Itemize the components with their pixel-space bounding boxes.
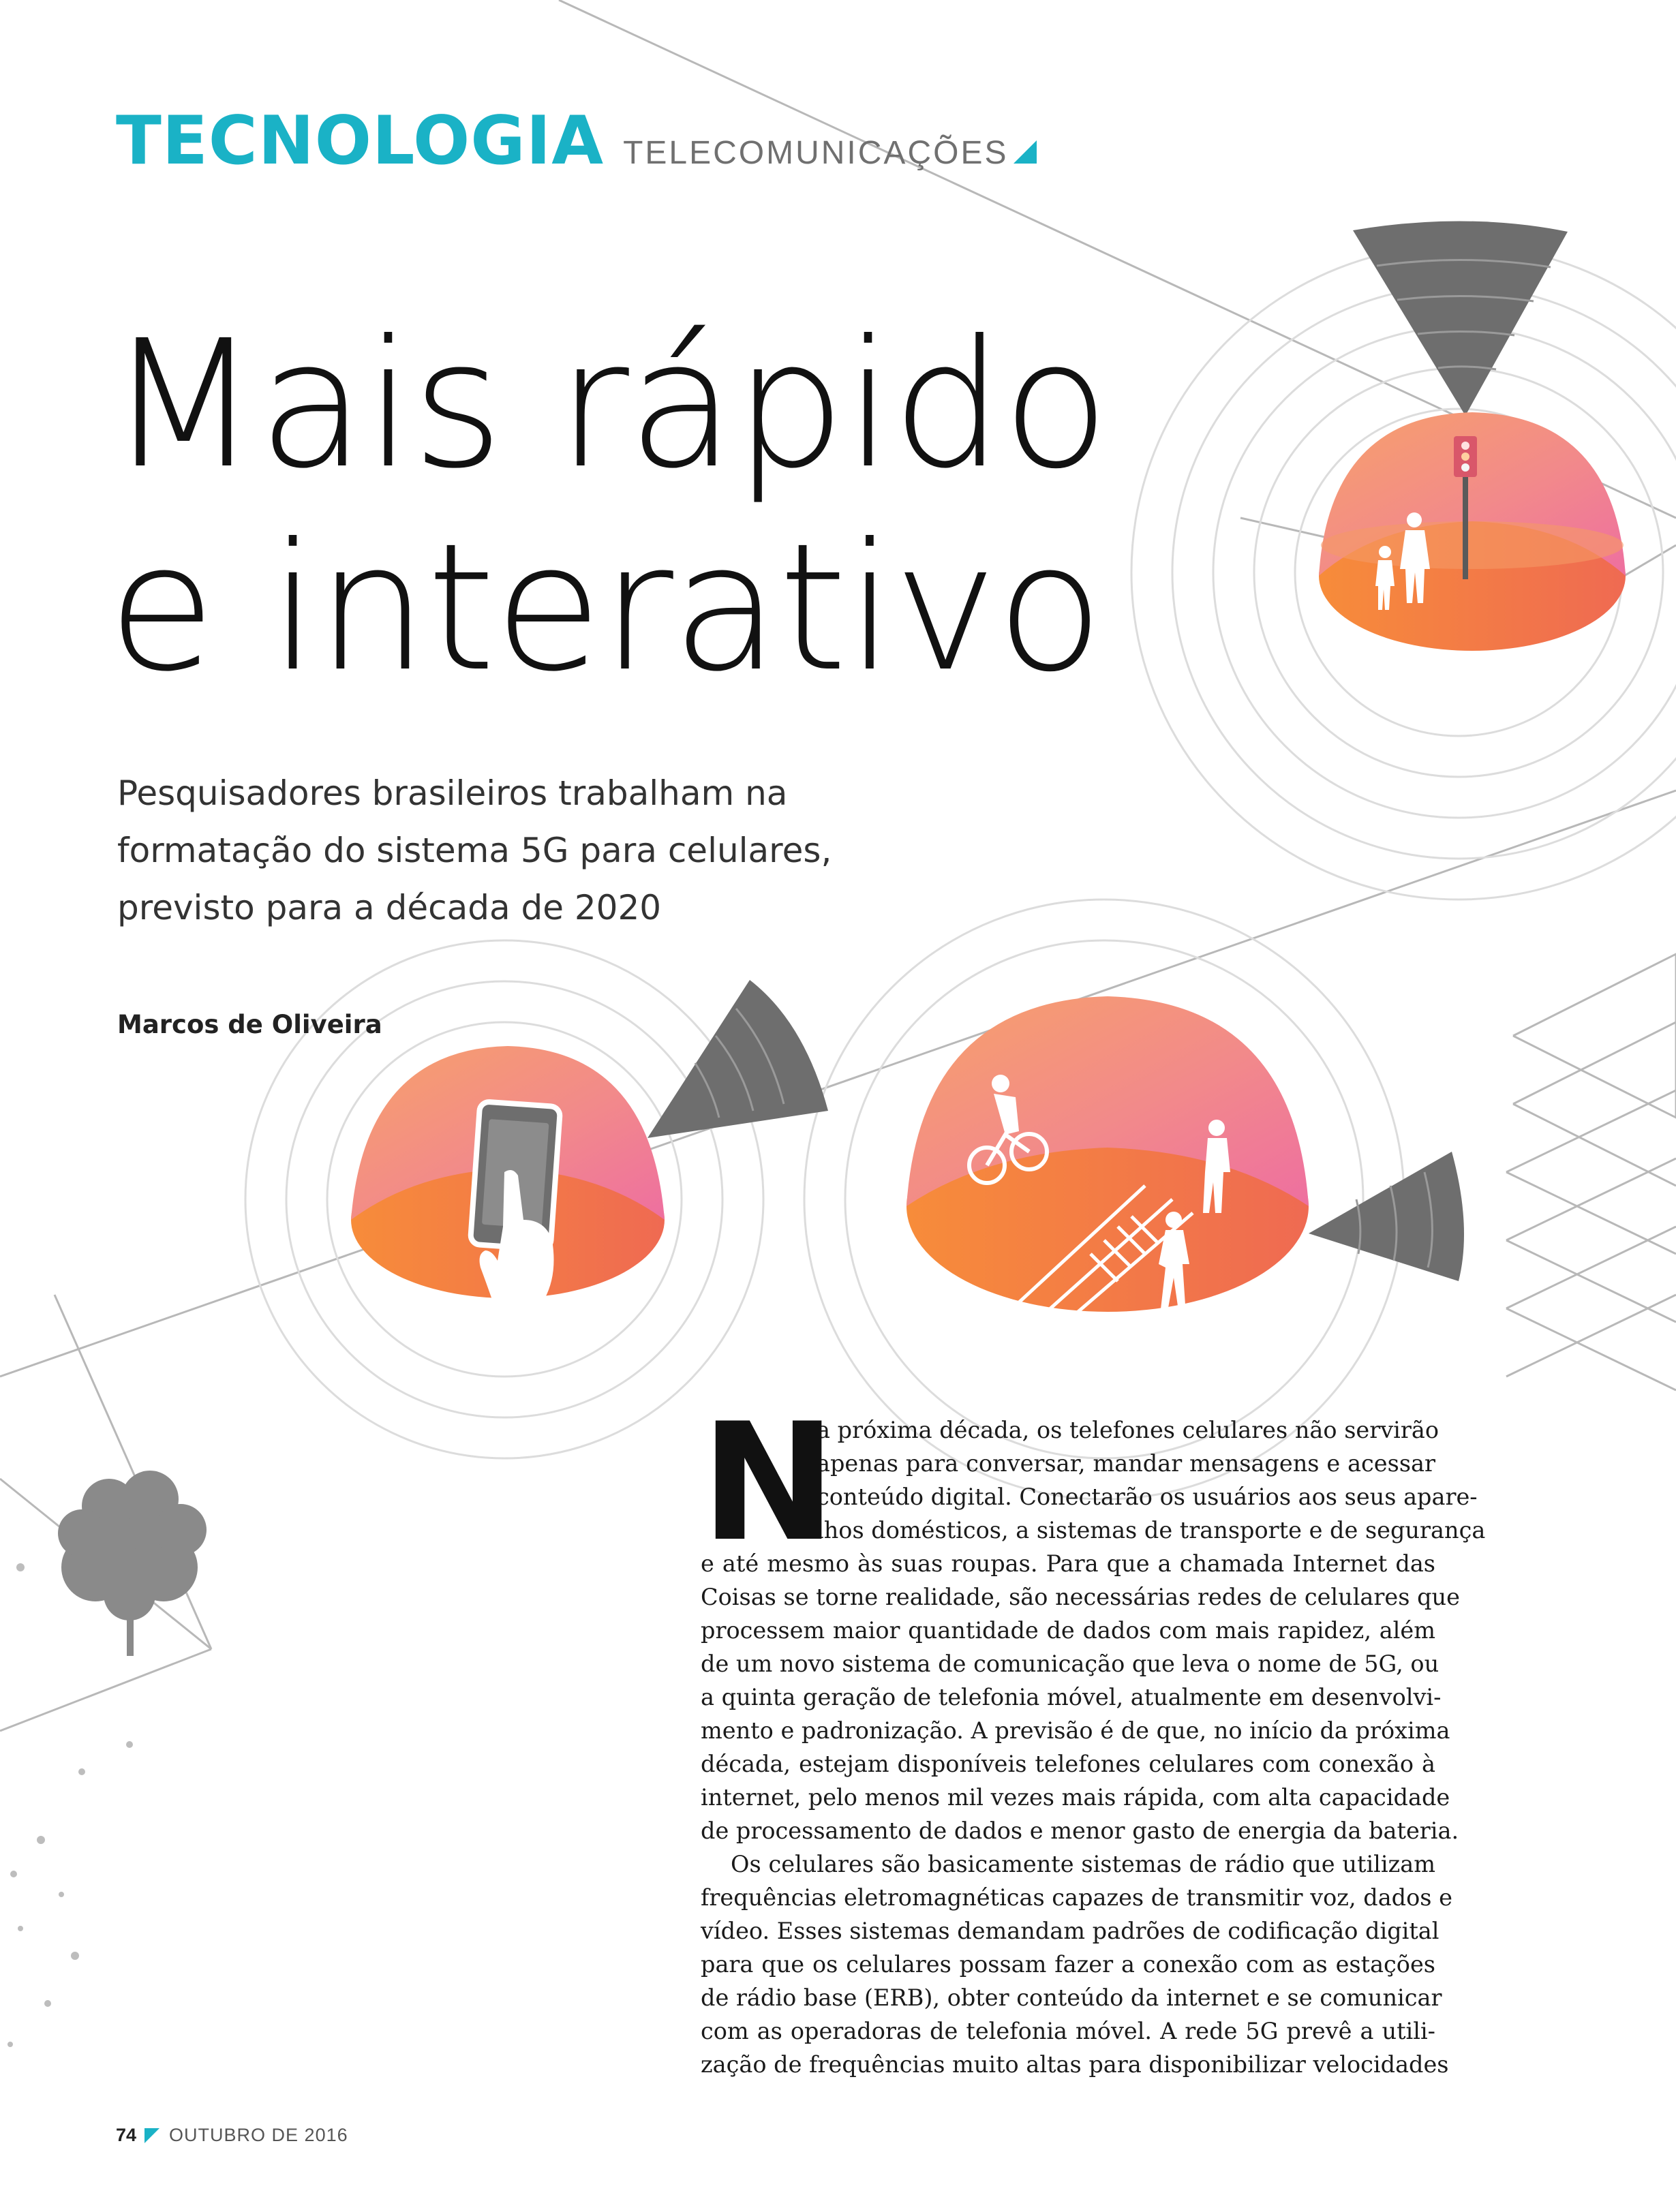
- article-line: de processamento de dados e menor gasto de energia da bateria.: [701, 1817, 1459, 1844]
- article-line: zação de frequências muito altas para disponibilizar velocidades: [701, 2051, 1449, 2078]
- triangle-marker-icon: [144, 2128, 159, 2143]
- article-line: conteúdo digital. Conectarão os usuários aos seus apare-: [817, 1484, 1478, 1510]
- article-line: Coisas se torne realidade, são necessárias redes de celulares que: [701, 1584, 1460, 1610]
- issue-date: OUTUBRO DE 2016: [169, 2125, 348, 2145]
- smartphone-hand-icon: [470, 1101, 560, 1336]
- article-body: [701, 1389, 1486, 2081]
- subsection-label: TELECOMUNICAÇÕES: [623, 135, 1009, 171]
- article-line: mento e padronização. A previsão é de que, no início da próxima: [701, 1717, 1450, 1744]
- article-line: lhos domésticos, a sistemas de transporte e de segurança: [817, 1517, 1486, 1543]
- page-number: 74: [116, 2125, 137, 2145]
- article-line: processem maior quantidade de dados com mais rapidez, além: [701, 1617, 1435, 1644]
- section-label: TECNOLOGIA: [116, 102, 605, 180]
- triangle-marker-icon: [1014, 140, 1037, 164]
- dome-smartphone: [351, 1046, 665, 1336]
- title-line: Mais rápido: [108, 303, 1109, 507]
- article-line: internet, pelo menos mil vezes mais rápida, com alta capacidade: [701, 1784, 1450, 1811]
- article-line: e até mesmo às suas roupas. Para que a chamada Internet das: [701, 1550, 1435, 1577]
- title-line: e interativo: [108, 506, 1103, 710]
- author-byline: Marcos de Oliveira: [117, 1010, 382, 1039]
- subtitle-line: Pesquisadores brasileiros trabalham na: [117, 773, 788, 813]
- page-footer: [116, 2125, 348, 2146]
- subtitle-line: previsto para a década de 2020: [117, 888, 662, 927]
- article-line: apenas para conversar, mandar mensagens e acessar: [817, 1450, 1435, 1477]
- article-line: Os celulares são basicamente sistemas de rádio que utilizam: [731, 1851, 1435, 1877]
- article-subtitle: [117, 765, 867, 936]
- dome-pedestrians: [1319, 412, 1626, 651]
- article-line: vídeo. Esses sistemas demandam padrões de codificação digital: [701, 1918, 1439, 1944]
- article-line: frequências eletromagnéticas capazes de transmitir voz, dados e: [701, 1884, 1452, 1911]
- article-line: a próxima década, os telefones celulares não servirão: [817, 1417, 1439, 1443]
- article-line: década, estejam disponíveis telefones celulares com conexão à: [701, 1751, 1435, 1777]
- scattered-dots: [7, 1563, 133, 2047]
- article-line: a quinta geração de telefonia móvel, atualmente em desenvolvi-: [701, 1684, 1442, 1710]
- dome-street: [906, 996, 1309, 1319]
- section-header: [116, 102, 1037, 180]
- article-line: com as operadoras de telefonia móvel. A rede 5G prevê a utili-: [701, 2018, 1435, 2044]
- article-title: [108, 303, 1108, 709]
- drop-cap: N: [701, 1389, 837, 1578]
- subtitle-line: formatação do sistema 5G para celulares,: [117, 831, 832, 870]
- article-line: de rádio base (ERB), obter conteúdo da internet e se comunicar: [701, 1984, 1442, 2011]
- article-line: para que os celulares possam fazer a conexão com as estações: [701, 1951, 1435, 1978]
- article-line: de um novo sistema de comunicação que leva o nome de 5G, ou: [701, 1650, 1439, 1677]
